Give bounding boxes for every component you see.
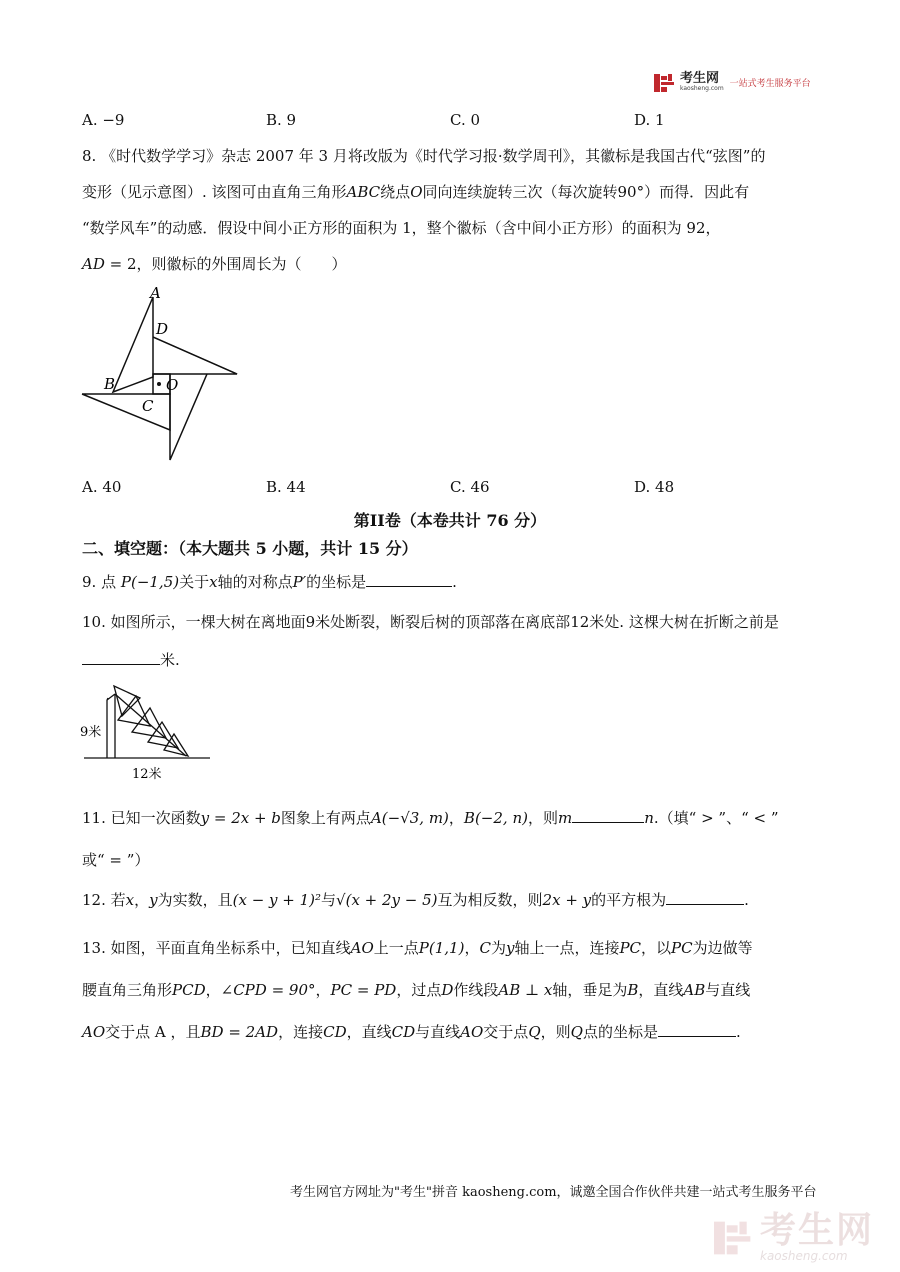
q11-point-a: A(−√3, m) [370,809,449,827]
q8-line-4 [82,254,347,274]
q13-text: ，过点 [396,981,442,999]
q12-text: 的平方根为 [591,891,667,909]
q13-text: 作线段 [453,981,499,999]
kaosheng-logo-icon [654,74,676,92]
q7-option-b: B. 9 [266,111,297,129]
q8-line-2 [82,182,749,202]
q8-option-a: A. 40 [82,478,122,496]
q13-q: Q [528,1023,541,1041]
q8-angle: 90° [617,183,645,201]
q11-text: ，则 [527,809,558,827]
q13-text: 与直线 [705,981,751,999]
q8-windmill-figure [80,282,250,467]
q10-line-1 [82,612,779,632]
q11-text: .（填“ > ”、“ < ” [653,809,779,827]
q10-tree-figure [78,680,218,785]
q13-text: 交于点 A ，且 [105,1023,201,1041]
q9-text: 轴的对称点 [217,573,293,591]
q12-text: 为实数，且 [157,891,233,909]
q13-equal: PC = PD [330,981,397,999]
q11-line-1 [82,808,779,828]
q11-function: y = 2x + b [200,809,281,827]
q13-point-p: P(1,1) [418,939,465,957]
q13-perp: AB ⊥ x [498,981,553,999]
q8-option-d: D. 48 [634,478,675,496]
q13-text: ，则 [540,1023,571,1041]
q13-bd: BD = 2AD [200,1023,279,1041]
q8-question: ，则徽标的外围周长为（ ） [136,255,347,273]
q10-base-label: 12米 [132,767,162,782]
part2-title: 第II卷（本卷共计 76 分） [353,511,547,530]
q13-pc: PC [619,939,642,957]
q10-line-2 [82,650,180,670]
q12-expr-square: (x − y + 1)² [232,891,322,909]
q13-ao: AO [350,939,374,957]
watermark [714,1210,875,1263]
q13-text: 上一点 [373,939,419,957]
q12-text: 互为相反数，则 [437,891,543,909]
q8-label-o: O [166,376,179,394]
q11-m: m [557,809,573,827]
q10-text: 米处. 这棵大树在折断之前是 [589,613,779,631]
q13-cd: CD [391,1023,416,1041]
q12-expr-sum: 2x + y [542,891,592,909]
q8-option-b: B. 44 [266,478,306,496]
watermark-logo-icon [714,1218,754,1258]
q9-line [82,572,457,592]
q8-label-b: B [104,375,116,393]
q10-text: 10. 如图所示，一棵大树在离地面 [82,613,306,631]
q10-nine: 9 [305,613,316,631]
q13-pcd: PCD [172,981,206,999]
q8-text: ）而得．因此有 [644,183,750,201]
q13-answer-blank[interactable] [658,1022,736,1037]
brand-name-block [680,73,724,92]
watermark-text: 考生网 [760,1210,875,1251]
page-footer: 考生网官方网址为"考生"拼音 kaosheng.com，诚邀全国合作伙伴共建一站式考生服务平台 [290,1185,817,1200]
q10-height-label: 9米 [80,725,102,740]
q7-option-c: C. 0 [450,111,481,129]
q12-text: ， [134,891,150,909]
q12-expr-sqrt: √(x + 2y − 5) [336,891,438,909]
header-brand [654,73,811,92]
q11-line-2: 或“ = ”） [82,851,150,869]
q12-text: 12. 若 [82,891,126,909]
q8-text: 同向连续旋转三次（每次旋转 [422,183,618,201]
section-fill-blank: 二、填空题：（本大题共 5 小题，共计 15 分） [82,539,418,558]
q8-line-3: “数学风车”的动感．假设中间小正方形的面积为 1，整个徽标（含中间小正方形）的面积为 92， [82,219,721,237]
q13-text: 为边做等 [692,939,753,957]
q13-pc: PC [671,939,693,957]
q8-text: 绕点 [380,183,411,201]
q9-text: 关于 [179,573,210,591]
q12-y: y [149,891,158,909]
q13-ao: AO [460,1023,484,1041]
q13-line-2 [82,980,750,1000]
q12-text: 与 [321,891,337,909]
brand-domain: kaosheng.com [680,85,724,92]
q7-option-a: A. −9 [82,111,125,129]
brand-slogan: 一站式考生服务平台 [729,79,811,89]
q12-x: x [125,891,135,909]
q8-line-1: 8. 《时代数学学习》杂志 2007 年 3 月将改版为《时代学习报·数学周刊》，其徽标是我国古代“弦图”的 [82,147,766,165]
q13-ao: AO [82,1023,106,1041]
q13-text: 腰直角三角形 [82,981,173,999]
q9-axis: x [209,573,218,591]
watermark-text-block [760,1210,875,1263]
q9-answer-blank[interactable] [366,572,452,587]
q8-triangle-abc: ABC [346,183,381,201]
q11-text: 图象上有两点 [280,809,371,827]
q8-label-d: D [156,320,169,338]
q13-angle: ∠CPD = 90° [220,981,316,999]
q11-text: 11. 已知一次函数 [82,809,201,827]
q12-end: . [744,891,749,909]
q13-text: 点的坐标是 [582,1023,658,1041]
q13-d: D [441,981,454,999]
q10-text: 米. [160,651,180,669]
q10-answer-blank[interactable] [82,650,160,665]
q8-ad: AD [82,255,105,273]
q13-text: 为 [490,939,506,957]
q13-c: C [479,939,491,957]
q13-cd: CD [323,1023,347,1041]
q9-point-p: P(−1,5) [120,573,180,591]
q13-y: y [505,939,515,957]
q11-text: ， [448,809,464,827]
q13-text: 交于点 [483,1023,529,1041]
q13-b: B [627,981,639,999]
q13-text: ，直线 [346,1023,392,1041]
q13-text: ，以 [641,939,672,957]
q9-point-p-prime: P′ [292,573,307,591]
q13-q: Q [570,1023,583,1041]
q9-text: 9. 点 [82,573,117,591]
q13-line-3 [82,1022,741,1042]
q13-end: . [735,1023,741,1041]
q13-text: ， [205,981,221,999]
q11-n: n [644,809,654,827]
watermark-domain: kaosheng.com [760,1249,848,1263]
q12-answer-blank[interactable] [666,890,744,905]
q10-twelve: 12 [570,613,590,631]
q9-end: . [452,573,457,591]
q11-point-b: B(−2, n) [463,809,528,827]
q8-point-o: O [410,183,423,201]
q13-text: 与直线 [415,1023,461,1041]
q13-text: ， [315,981,331,999]
q13-text: 轴上一点，连接 [514,939,620,957]
q8-label-a: A [150,284,161,302]
brand-name: 考生网 [680,71,720,86]
q11-answer-blank[interactable] [572,808,644,823]
q7-option-d: D. 1 [634,111,665,129]
q8-option-c: C. 46 [450,478,490,496]
q13-text: ，直线 [638,981,684,999]
q12-line [82,890,749,910]
q8-label-c: C [142,397,154,415]
q8-text: 变形（见示意图）. 该图可由直角三角形 [82,183,347,201]
q13-text: 轴，垂足为 [552,981,628,999]
q8-ad-value: = 2 [104,255,137,273]
q13-text: ， [464,939,480,957]
q13-line-1 [82,938,753,958]
q13-ab: AB [683,981,706,999]
q13-text: ，连接 [278,1023,324,1041]
q9-text: 的坐标是 [306,573,367,591]
q13-text: 13. 如图，平面直角坐标系中，已知直线 [82,939,351,957]
q10-text: 米处断裂，断裂后树的顶部落在离底部 [315,613,571,631]
